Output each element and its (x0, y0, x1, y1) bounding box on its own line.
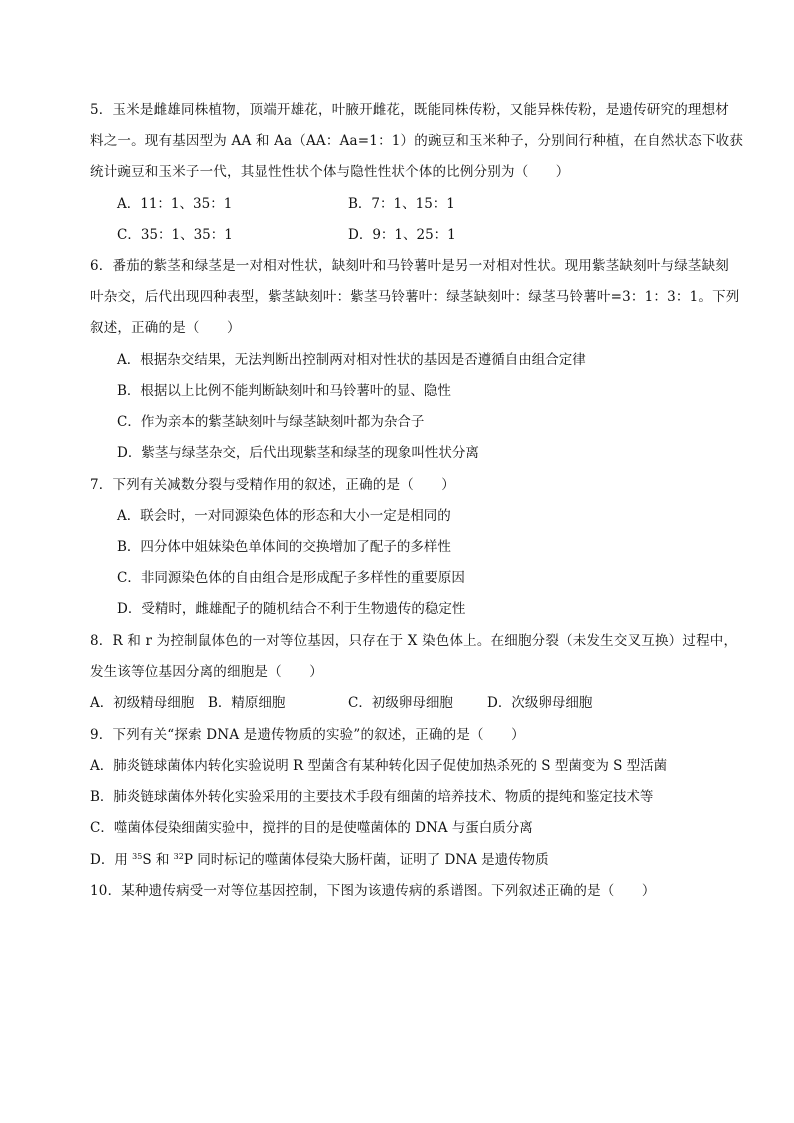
q9-option-b: B．肺炎链球菌体外转化实验采用的主要技术手段有细菌的培养技术、物质的提纯和鉴定技术等 (90, 789, 654, 805)
q8-stem-line-2: 发生该等位基因分离的细胞是（ ） (90, 664, 323, 680)
q5-option-a: A．11：1、35：1 (117, 196, 233, 212)
q6-stem-line-1: 6．番茄的紫茎和绿茎是一对相对性状，缺刻叶和马铃薯叶是另一对相对性状。现用紫茎缺刻叶与绿茎缺刻 (90, 258, 729, 274)
q8-option-c: C．初级卵母细胞 (348, 695, 453, 711)
q9-option-d-rest: P 同时标记的噬菌体侵染大肠杆菌，证明了 DNA 是遗传物质 (183, 852, 549, 868)
q5-option-c: C．35：1、35：1 (117, 227, 233, 243)
q8-option-d: D．次级卵母细胞 (487, 695, 593, 711)
q9-stem-line-1: 9．下列有关“探索 DNA 是遗传物质的实验”的叙述，正确的是（ ） (90, 727, 525, 743)
q7-stem-line-1: 7．下列有关减数分裂与受精作用的叙述，正确的是（ ） (90, 477, 455, 493)
q9-option-d (90, 850, 549, 870)
q7-option-b: B．四分体中姐妹染色单体间的交换增加了配子的多样性 (117, 539, 451, 555)
q7-option-c: C．非同源染色体的自由组合是形成配子多样性的重要原因 (117, 570, 465, 586)
q8-stem-line-1: 8．R 和 r 为控制鼠体色的一对等位基因，只存在于 X 染色体上。在细胞分裂（未发生交叉互换）过程中， (90, 633, 738, 649)
q6-option-a: A．根据杂交结果，无法判断出控制两对相对性状的基因是否遵循自由组合定律 (117, 352, 586, 368)
q5-option-d: D．9：1、25：1 (348, 227, 456, 243)
q6-option-d: D．紫茎与绿茎杂交，后代出现紫茎和绿茎的现象叫性状分离 (117, 445, 479, 461)
q7-option-a: A．联会时，一对同源染色体的形态和大小一定是相同的 (117, 508, 451, 524)
q7-option-d: D．受精时，雌雄配子的随机结合不利于生物遗传的稳定性 (117, 601, 466, 617)
q9-option-c: C．噬菌体侵染细菌实验中，搅拌的目的是使噬菌体的 DNA 与蛋白质分离 (90, 820, 533, 836)
q9-option-d-middle: S 和 (142, 852, 174, 868)
q8-option-b: B．精原细胞 (208, 695, 286, 711)
q6-option-b: B．根据以上比例不能判断缺刻叶和马铃薯叶的显、隐性 (117, 383, 451, 399)
q6-option-c: C．作为亲本的紫茎缺刻叶与绿茎缺刻叶都为杂合子 (117, 414, 425, 430)
q5-stem-line-1: 5．玉米是雌雄同株植物，顶端开雄花，叶腋开雌花，既能同株传粉，又能异株传粉，是遗传研究的理想材 (90, 102, 729, 118)
q9-option-d-superscript-32: 32 (173, 852, 184, 861)
q5-stem-line-3: 统计豌豆和玉米子一代，其显性性状个体与隐性性状个体的比例分别为（ ） (90, 164, 570, 180)
q6-stem-line-3: 叙述，正确的是（ ） (90, 320, 241, 336)
q10-stem-line-1: 10．某种遗传病受一对等位基因控制，下图为该遗传病的系谱图。下列叙述正确的是（ ） (90, 883, 656, 899)
q5-stem-line-2: 料之一。现有基因型为 AA 和 Aa（AA：Aa=1：1）的豌豆和玉米种子，分别间行种植，在自然状态下收获 (90, 133, 744, 149)
q9-option-d-superscript-35: 35 (132, 852, 143, 861)
q8-option-a: A．初级精母细胞 (90, 695, 195, 711)
q6-stem-line-2: 叶杂交，后代出现四种表型，紫茎缺刻叶：紫茎马铃薯叶：绿茎缺刻叶：绿茎马铃薯叶=3：1：3：1。下列 (90, 289, 740, 305)
q9-option-a: A．肺炎链球菌体内转化实验说明 R 型菌含有某种转化因子促使加热杀死的 S 型菌变为 S 型活菌 (90, 758, 668, 774)
q9-option-d-prefix: D．用 (90, 852, 133, 868)
q5-option-b: B．7：1、15：1 (348, 196, 455, 212)
